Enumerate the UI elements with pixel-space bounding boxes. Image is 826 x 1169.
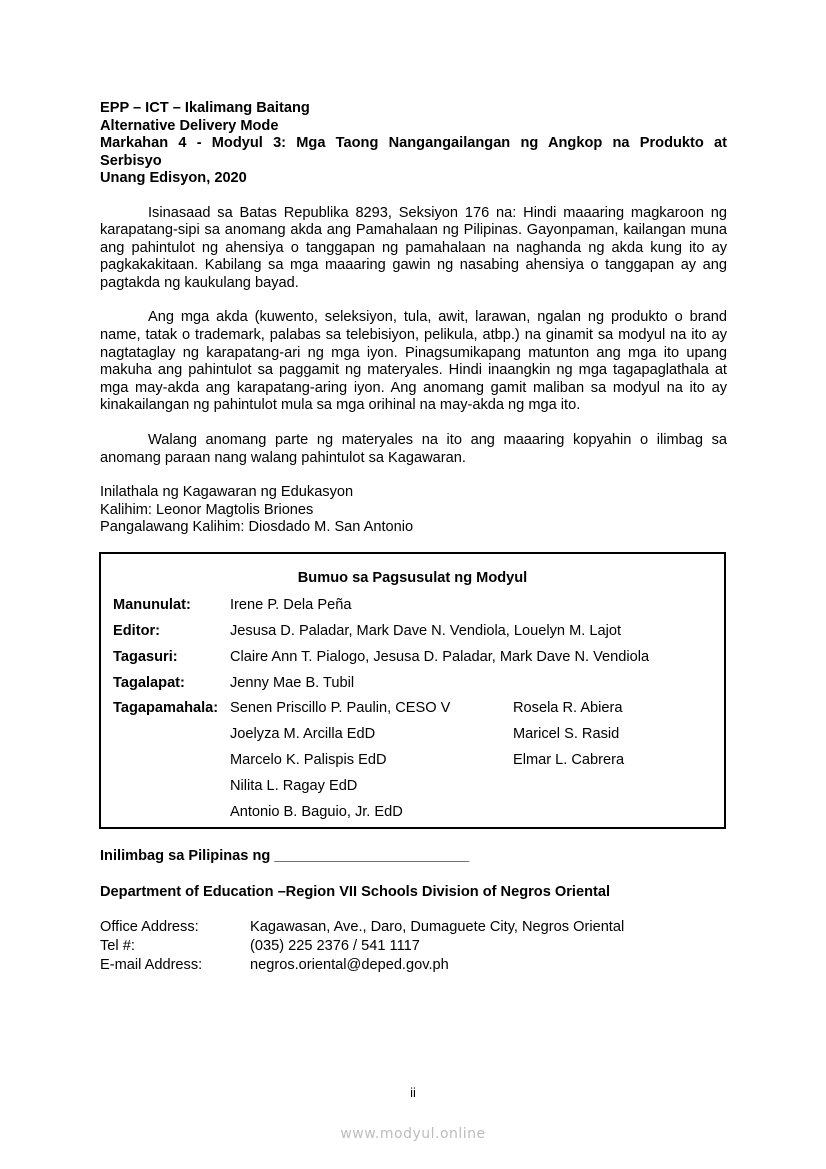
edition: Unang Edisyon, 2020 [100,170,247,186]
credits-box [99,552,726,829]
credit-value: Irene P. Dela Peña [230,597,352,613]
publisher-line: Inilathala ng Kagawaran ng Edukasyon [100,484,354,501]
copyright-paragraph-3: Walang anomang parte ng materyales na ito ang maaaring kopyahin o ilimbag sa anomang paraan nang walang pahintulot sa Kagawaran. [100,432,727,466]
manager-name: Antonio B. Baguio, Jr. EdD [230,804,403,820]
manager-name: Nilita L. Ragay EdD [230,778,358,794]
page-number: ii [410,1085,416,1100]
credit-value: Jesusa D. Paladar, Mark Dave N. Vendiola, Louelyn M. Lajot [230,623,621,639]
telephone: (035) 225 2376 / 541 1117 [250,938,420,954]
copyright-paragraph-1: Isinasaad sa Batas Republika 8293, Seksiyon 176 na: Hindi maaaring magkaroon ng karapatang-sipi sa anomang akda ang Pamahalaan ng Pilipinas. Gayonpaman, kailangan muna ang pahintulot ng ahensiya o tanggapan ng pamahalaan na naghanda ng akda kung ito ay pagkakakitaan. Kabilang sa mga maaaring gawin ng nasabing ahensiya o tanggapan ay ang pagtakda ng kaukulang bayad. [100,204,727,291]
manager-name: Marcelo K. Palispis EdD [230,752,387,768]
document-body [100,100,727,537]
credit-value: Claire Ann T. Pialogo, Jesusa D. Paladar, Mark Dave N. Vendiola [230,649,650,665]
credit-label: Editor: [113,623,161,639]
department-name: Department of Education –Region VII Schools Division of Negros Oriental [100,884,611,900]
credit-label: Manunulat: [113,597,191,613]
manager-name: Joelyza M. Arcilla EdD [230,726,376,742]
contact-label: Tel #: [100,938,135,954]
contact-label: E-mail Address: [100,957,203,973]
credit-label: Tagasuri: [113,649,178,665]
credit-label: Tagalapat: [113,675,185,691]
manager-name: Rosela R. Abiera [513,700,623,716]
module-title-cont: Serbisyo [100,152,162,169]
publisher-info [100,484,727,537]
office-address: Kagawasan, Ave., Daro, Dumaguete City, Negros Oriental [250,919,625,935]
document-header [100,100,727,188]
undersecretary-line: Pangalawang Kalihim: Diosdado M. San Antonio [100,519,414,536]
contact-label: Office Address: [100,919,199,935]
management-label: Tagapamahala: [113,700,219,716]
credits-title: Bumuo sa Pagsusulat ng Modyul [297,570,528,586]
manager-name: Senen Priscillo P. Paulin, CESO V [230,700,451,716]
copyright-paragraph-2: Ang mga akda (kuwento, seleksiyon, tula, awit, larawan, ngalan ng produkto o brand name, tatak o trademark, palabas sa telebisiyon, pelikula, atbp.) na ginamit sa modyul na ito ay nagtataglay ng karapatang-ari ng mga iyon. Pinagsumikapang matunton ang mga ito upang makuha ang pahintulot sa paggamit ng materyales. Hindi inaangkin ng mga tagapaglathala at mga may-akda ang karapatang-aring iyon. Ang anomang gamit maliban sa modyul na ito ay kinakailangan ng pahintulot mula sa mga orihinal na may-akda ng mga ito. [100,309,727,414]
subject-title: EPP – ICT – Ikalimang Baitang [100,100,310,116]
manager-name: Maricel S. Rasid [513,726,620,742]
module-title: Markahan 4 - Modyul 3: Mga Taong Nangangailangan ng Angkop na Produkto at [100,135,727,151]
credit-value: Jenny Mae B. Tubil [230,675,355,691]
manager-name: Elmar L. Cabrera [513,752,625,768]
delivery-mode: Alternative Delivery Mode [100,117,279,134]
secretary-line: Kalihim: Leonor Magtolis Briones [100,501,314,518]
watermark: www.modyul.online [340,1126,486,1142]
email-address: negros.oriental@deped.gov.ph [250,957,449,973]
printed-in-line: Inilimbag sa Pilipinas ng ________________________ [100,848,470,864]
